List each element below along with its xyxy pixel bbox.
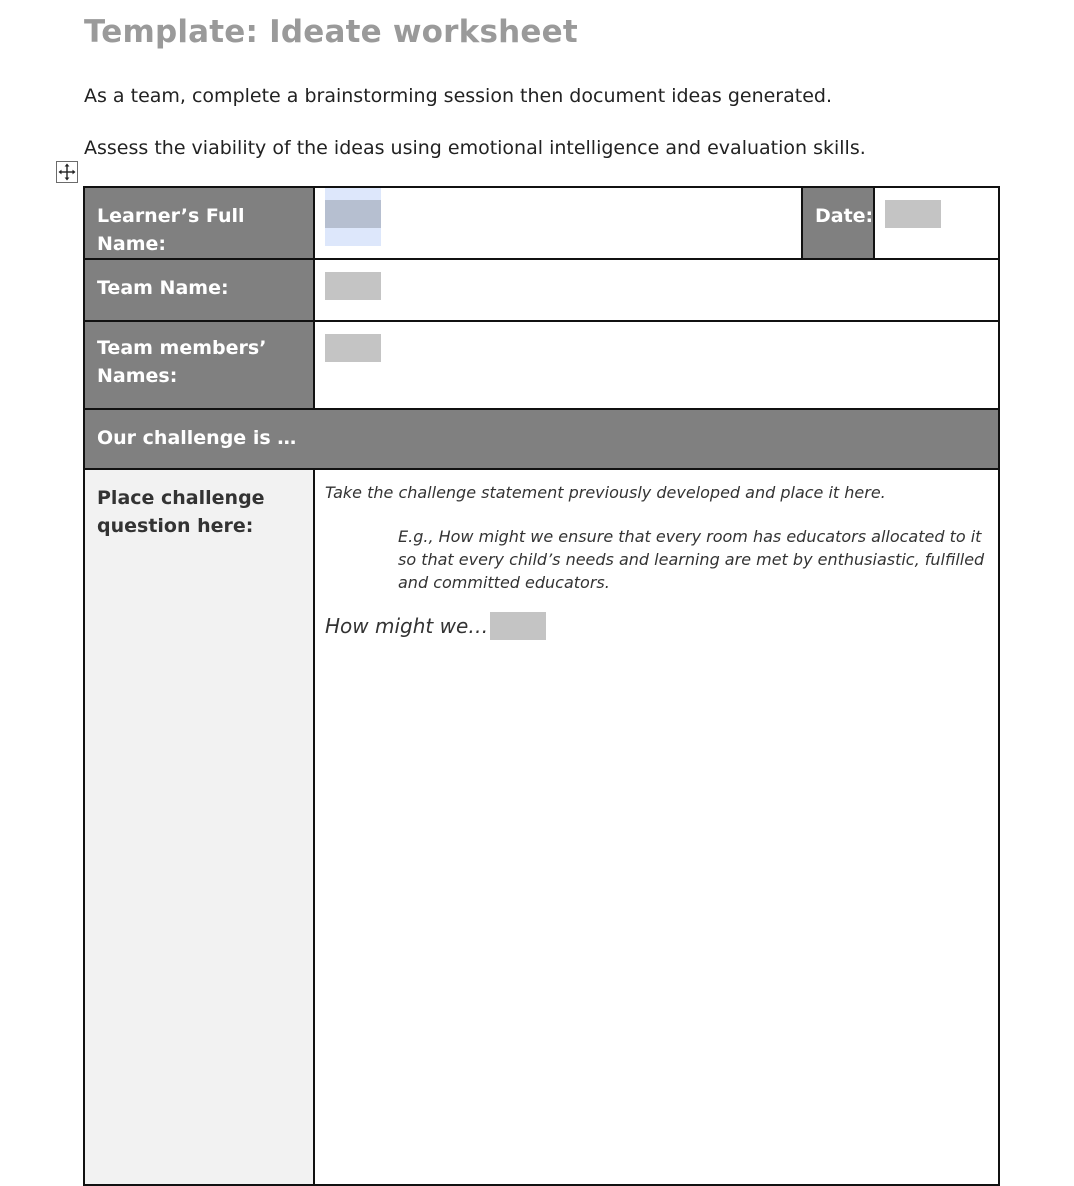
- learner-name-label: Learner’s Full Name:: [84, 187, 314, 259]
- how-might-we-field[interactable]: [490, 612, 546, 640]
- page-title: Template: Ideate worksheet: [84, 14, 578, 50]
- team-name-cell[interactable]: [314, 259, 999, 321]
- team-members-cell[interactable]: [314, 321, 999, 409]
- learner-name-field[interactable]: [325, 200, 381, 228]
- challenge-question-cell[interactable]: [314, 469, 999, 1185]
- table-move-handle[interactable]: [56, 161, 78, 183]
- how-might-we-prefix: How might we…: [325, 614, 489, 638]
- how-might-we-line[interactable]: [325, 612, 546, 640]
- intro-paragraph-2: Assess the viability of the ideas using emotional intelligence and evaluation skills.: [84, 137, 866, 159]
- worksheet-form-table: [83, 186, 1000, 1186]
- team-name-label: Team Name:: [84, 259, 314, 321]
- challenge-example: E.g., How might we ensure that every room has educators allocated to it so that every child’s needs and learning are met by enthusiastic, fulfilled and committed educators.: [398, 527, 985, 592]
- learner-name-cell[interactable]: [314, 187, 802, 259]
- date-label: Date:: [802, 187, 874, 259]
- team-members-field[interactable]: [325, 334, 381, 362]
- intro-paragraph-1: As a team, complete a brainstorming session then document ideas generated.: [84, 85, 832, 107]
- challenge-question-label: Place challenge question here:: [84, 469, 314, 1185]
- team-members-label: Team members’ Names:: [84, 321, 314, 409]
- move-arrows-icon: [57, 162, 77, 182]
- team-name-field[interactable]: [325, 272, 381, 300]
- challenge-instruction: Take the challenge statement previously developed and place it here.: [325, 483, 886, 502]
- date-field[interactable]: [885, 200, 941, 228]
- challenge-header: Our challenge is …: [84, 409, 999, 469]
- date-cell[interactable]: [874, 187, 999, 259]
